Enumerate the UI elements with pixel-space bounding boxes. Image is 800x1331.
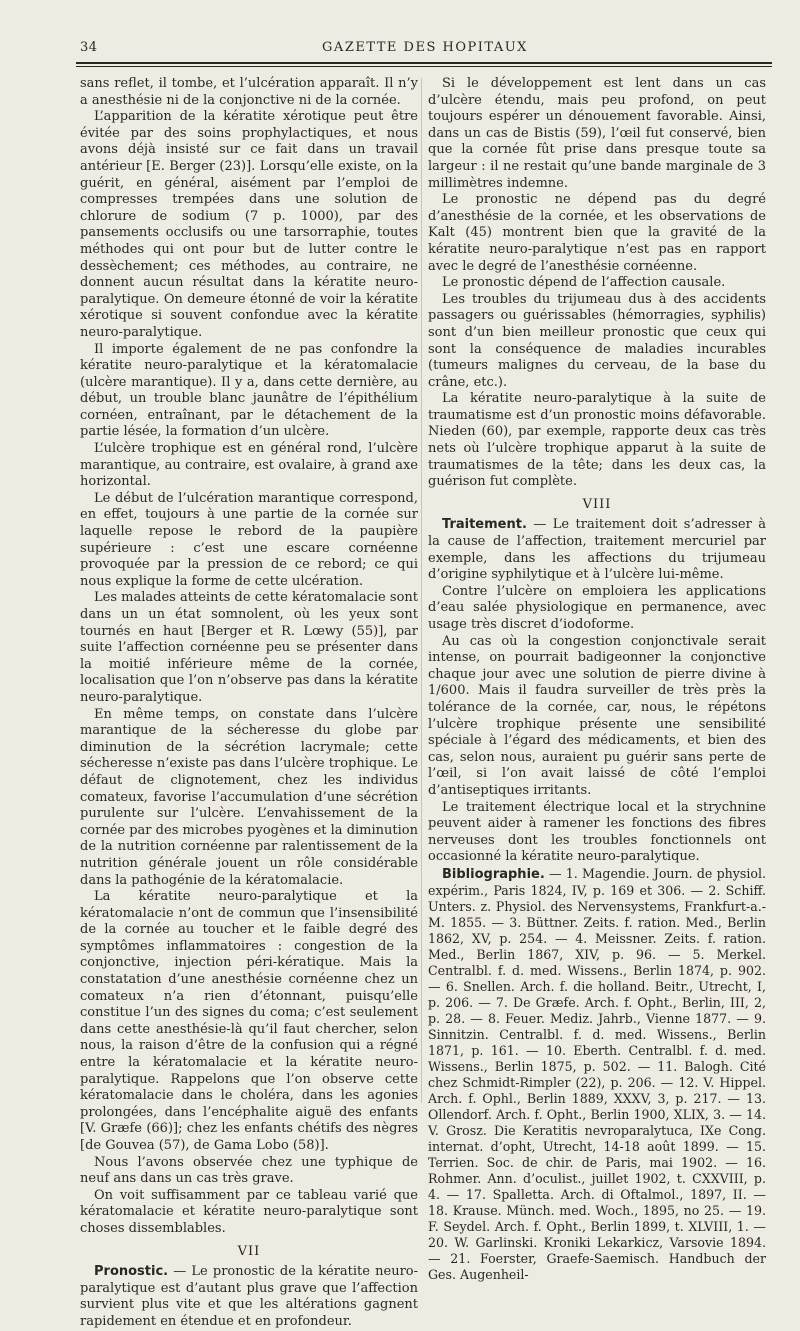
paragraph-traitement: [428, 517, 766, 583]
header-rule-thick: [76, 62, 772, 64]
bibliography: [428, 866, 766, 1283]
paragraph-pronostic: [80, 1264, 418, 1330]
left-column: [80, 76, 418, 1329]
run-in-heading: Pronostic.: [94, 1264, 169, 1280]
paragraph: Si le développement est lent dans un cas d’ulcère étendu, mais peu profond, on peut toujours espérer un dénouement favorable. Ainsi, dans un cas de Bistis (59), l’œil fut conservé, bien que la cornée fût prise dans presque toute sa largeur : il ne restait qu’une bande marginale de 3 millimètres indemne.: [428, 76, 766, 191]
paragraph: Les troubles du trijumeau dus à des accidents passagers ou guérissables (hémorragies, syphilis) sont d’un bien meilleur pronostic que ceux qui sont la conséquence de maladies incurables (tumeurs malignes du cerveau, de la base du crâne, etc.).: [428, 291, 766, 390]
paragraph-text: — Le pronostic de la kératite neuro-paralytique est d’autant plus grave que l’affection survient plus vite et que les altérations gagnent rapidement en étendue et en profondeur.: [80, 1264, 418, 1329]
paragraph: L’ulcère trophique est en général rond, l’ulcère marantique, au contraire, est ovalaire, à grand axe horizontal.: [80, 441, 418, 490]
section-heading-vii: VII: [237, 1243, 261, 1259]
run-in-heading: Bibliographie.: [442, 866, 545, 882]
section-heading-viii: VIII: [582, 496, 612, 512]
run-in-heading: Traitement.: [442, 517, 527, 533]
paragraph: Le début de l’ulcération marantique correspond, en effet, toujours à une partie de la cornée sur laquelle repose le rebord de la paupière supérieure : c’est une escare cornéenne provoquée par la pression de ce rebord; ce qui nous explique la forme de cette ulcération.: [80, 490, 418, 589]
paragraph: sans reflet, il tombe, et l’ulcération apparaît. Il n’y a anesthésie ni de la conjonctive ni de la cornée.: [80, 76, 418, 108]
paragraph: Il importe également de ne pas confondre la kératite neuro-paralytique et la kératomalacie (ulcère marantique). Il y a, dans cette dernière, au début, un trouble blanc jaunâtre de l’épithélium cornéen, entraînant, par le détachement de la partie lésée, la formation d’un ulcère.: [80, 341, 418, 440]
column-divider: [421, 78, 422, 1103]
paragraph: La kératite neuro-paralytique à la suite de traumatisme est d’un pronostic moins défavorable. Nieden (60), par exemple, rapporte deux cas très nets où l’ulcère trophique apparut à la suite de traumatismes de la tête; dans les deux cas, la guérison fut complète.: [428, 391, 766, 490]
page-number: 34: [80, 40, 98, 55]
right-column: [428, 76, 766, 1282]
journal-title: GAZETTE DES HOPITAUX: [322, 40, 528, 55]
paragraph: Le traitement électrique local et la strychnine peuvent aider à ramener les fonctions des fibres nerveuses dont les troubles fonctionnels ont occasionné la kératite neuro-paralytique.: [428, 799, 766, 865]
paragraph: Le pronostic dépend de l’affection causale.: [442, 275, 726, 291]
paragraph: Contre l’ulcère on emploiera les applications d’eau salée physiologique en permanence, avec usage très discret d’iodoforme.: [428, 583, 766, 632]
paragraph: Le pronostic ne dépend pas du degré d’anesthésie de la cornée, et les observations de Kalt (45) montrent bien que la gravité de la kératite neuro-paralytique n’est pas en rapport avec le degré de l’anesthésie cornéenne.: [428, 192, 766, 274]
bibliography-text: — 1. Magendie. Journ. de physiol. expérim., Paris 1824, IV, p. 169 et 306. — 2. Schiff. Unters. z. Physiol. des Nervensystems, Frankfurt-a.-M. 1855. — 3. Büttner. Zeits. f. ration. Med., Berlin 1862, XV, p. 254. — 4. Meissner. Zeits. f. ration. Med., Berlin 1867, XIV, p. 96. — 5. Merkel. Centralbl. f. d. med. Wissens., Berlin 1874, p. 902. — 6. Snellen. Arch. f. die holland. Beitr., Utrecht, I, p. 206. — 7. De Græfe. Arch. f. Opht., Berlin, III, 2, p. 28. — 8. Feuer. Mediz. Jahrb., Vienne 1877. — 9. Sinnitzin. Centralbl. f. d. med. Wissens., Berlin 1871, p. 161. — 10. Eberth. Centralbl. f. d. med. Wissens., Berlin 1875, p. 502. — 11. Balogh. Cité chez Schmidt-Rimpler (22), p. 206. — 12. V. Hippel. Arch. f. Ophl., Berlin 1889, XXXV, 3, p. 217. — 13. Ollendorf. Arch. f. Opht., Berlin 1900, XLIX, 3. — 14. V. Grosz. Die Keratitis nevroparalytuca, IXe Cong. internat. d’opht, Utrecht, 14-18 août 1899. — 15. Terrien. Soc. de chir. de Paris, mai 1902. — 16. Rohmer. Ann. d’oculist., juillet 1902, t. CXXVIII, p. 4. — 17. Spalletta. Arch. di Oftalmol., 1897, II. — 18. Krause. Münch. med. Woch., 1895, no 25. — 19. F. Seydel. Arch. f. Opht., Berlin 1899, t. XLVIII, 1. — 20. W. Garlinski. Kroniki Lekarkicz, Varsovie 1894. — 21. Foerster, Graefe-Saemisch. Handbuch der Ges. Augenheil-: [428, 865, 766, 1282]
paragraph: Les malades atteints de cette kératomalacie sont dans un un état somnolent, où les yeux sont tournés en haut [Berger et R. Lœwy (55)], par suite l’affection cornéenne peu se présenter dans la moitié inférieure même de la cornée, localisation que l’on n’observe pas dans la kératite neuro-paralytique.: [80, 590, 418, 705]
paragraph: On voit suffisamment par ce tableau varié que kératomalacie et kératite neuro-paralytique sont choses dissemblables.: [80, 1187, 418, 1236]
page-header: [80, 36, 770, 58]
paragraph: Au cas où la congestion conjonctivale serait intense, on pourrait badigeonner la conjonctive chaque jour avec une solution de pierre divine à 1/600. Mais il faudra surveiller de très près la tolérance de la cornée, car, nous, le répétons l’ulcère trophique présente une sensibilité spéciale à l’égard des médicaments, et bien des cas, selon nous, auraient pu guérir sans perte de l’œil, si l’on avait laissé de côté l’emploi d’antiseptiques irritants.: [428, 633, 766, 798]
paragraph: L’apparition de la kératite xérotique peut être évitée par des soins prophylactiques, et nous avons déjà insisté sur ce fait dans un travail antérieur [E. Berger (23)]. Lorsqu’elle existe, on la guérit, en général, aisément par l’emploi de compresses trempées dans une solution de chlorure de sodium (7 p. 1000), par des pansements occlusifs ou une tarsorraphie, toutes méthodes qui ont pour but de lutter contre le dessèchement; ces méthodes, au contraire, ne donnent aucun résultat dans la kératite neuro-paralytique. On demeure étonné de voir la kératite xérotique si souvent confondue avec la kératite neuro-paralytique.: [80, 109, 418, 340]
paragraph: Nous l’avons observée chez une typhique de neuf ans dans un cas très grave.: [80, 1154, 418, 1187]
paragraph: La kératite neuro-paralytique et la kératomalacie n’ont de commun que l’insensibilité de la cornée au toucher et le faible degré des symptômes inflammatoires : congestion de la conjonctive, injection péri-kératique. Mais la constatation d’une anesthésie cornéenne chez un comateux n’a rien d’étonnant, puisqu’elle constitue l’un des signes du coma; c’est seulement dans cette anesthésie-là qu’il faut chercher, selon nous, la raison d’être de la confusion qui a régné entre la kératomalacie et la kératite neuro-paralytique. Rappelons que l’on observe cette kératomalacie dans le choléra, dans les agonies prolongées, dans l’encéphalite aiguë des enfants [V. Græfe (66)]; chez les enfants chétifs des nègres [de Gouvea (57), de Gama Lobo (58)].: [80, 889, 418, 1153]
paragraph-text: — Le traitement doit s’adresser à la cause de l’affection, traitement mercuriel par exemple, dans les affections du trijumeau d’origine syphilytique et à l’ulcère lui-même.: [428, 517, 766, 583]
header-rule-thin: [76, 66, 772, 67]
paragraph: En même temps, on constate dans l’ulcère marantique de la sécheresse du globe par diminution de la sécrétion lacrymale; cette sécheresse n’existe pas dans l’ulcère trophique. Le défaut de clignotement, chez les individus comateux, favorise l’accumulation d’une sécrétion purulente sur l’ulcère. L’envahissement de la cornée par des microbes pyogènes et la diminution de la nutrition cornéenne par ralentissement de la nutrition générale jouent un rôle considérable dans la pathogénie de la kératomalacie.: [80, 706, 418, 888]
